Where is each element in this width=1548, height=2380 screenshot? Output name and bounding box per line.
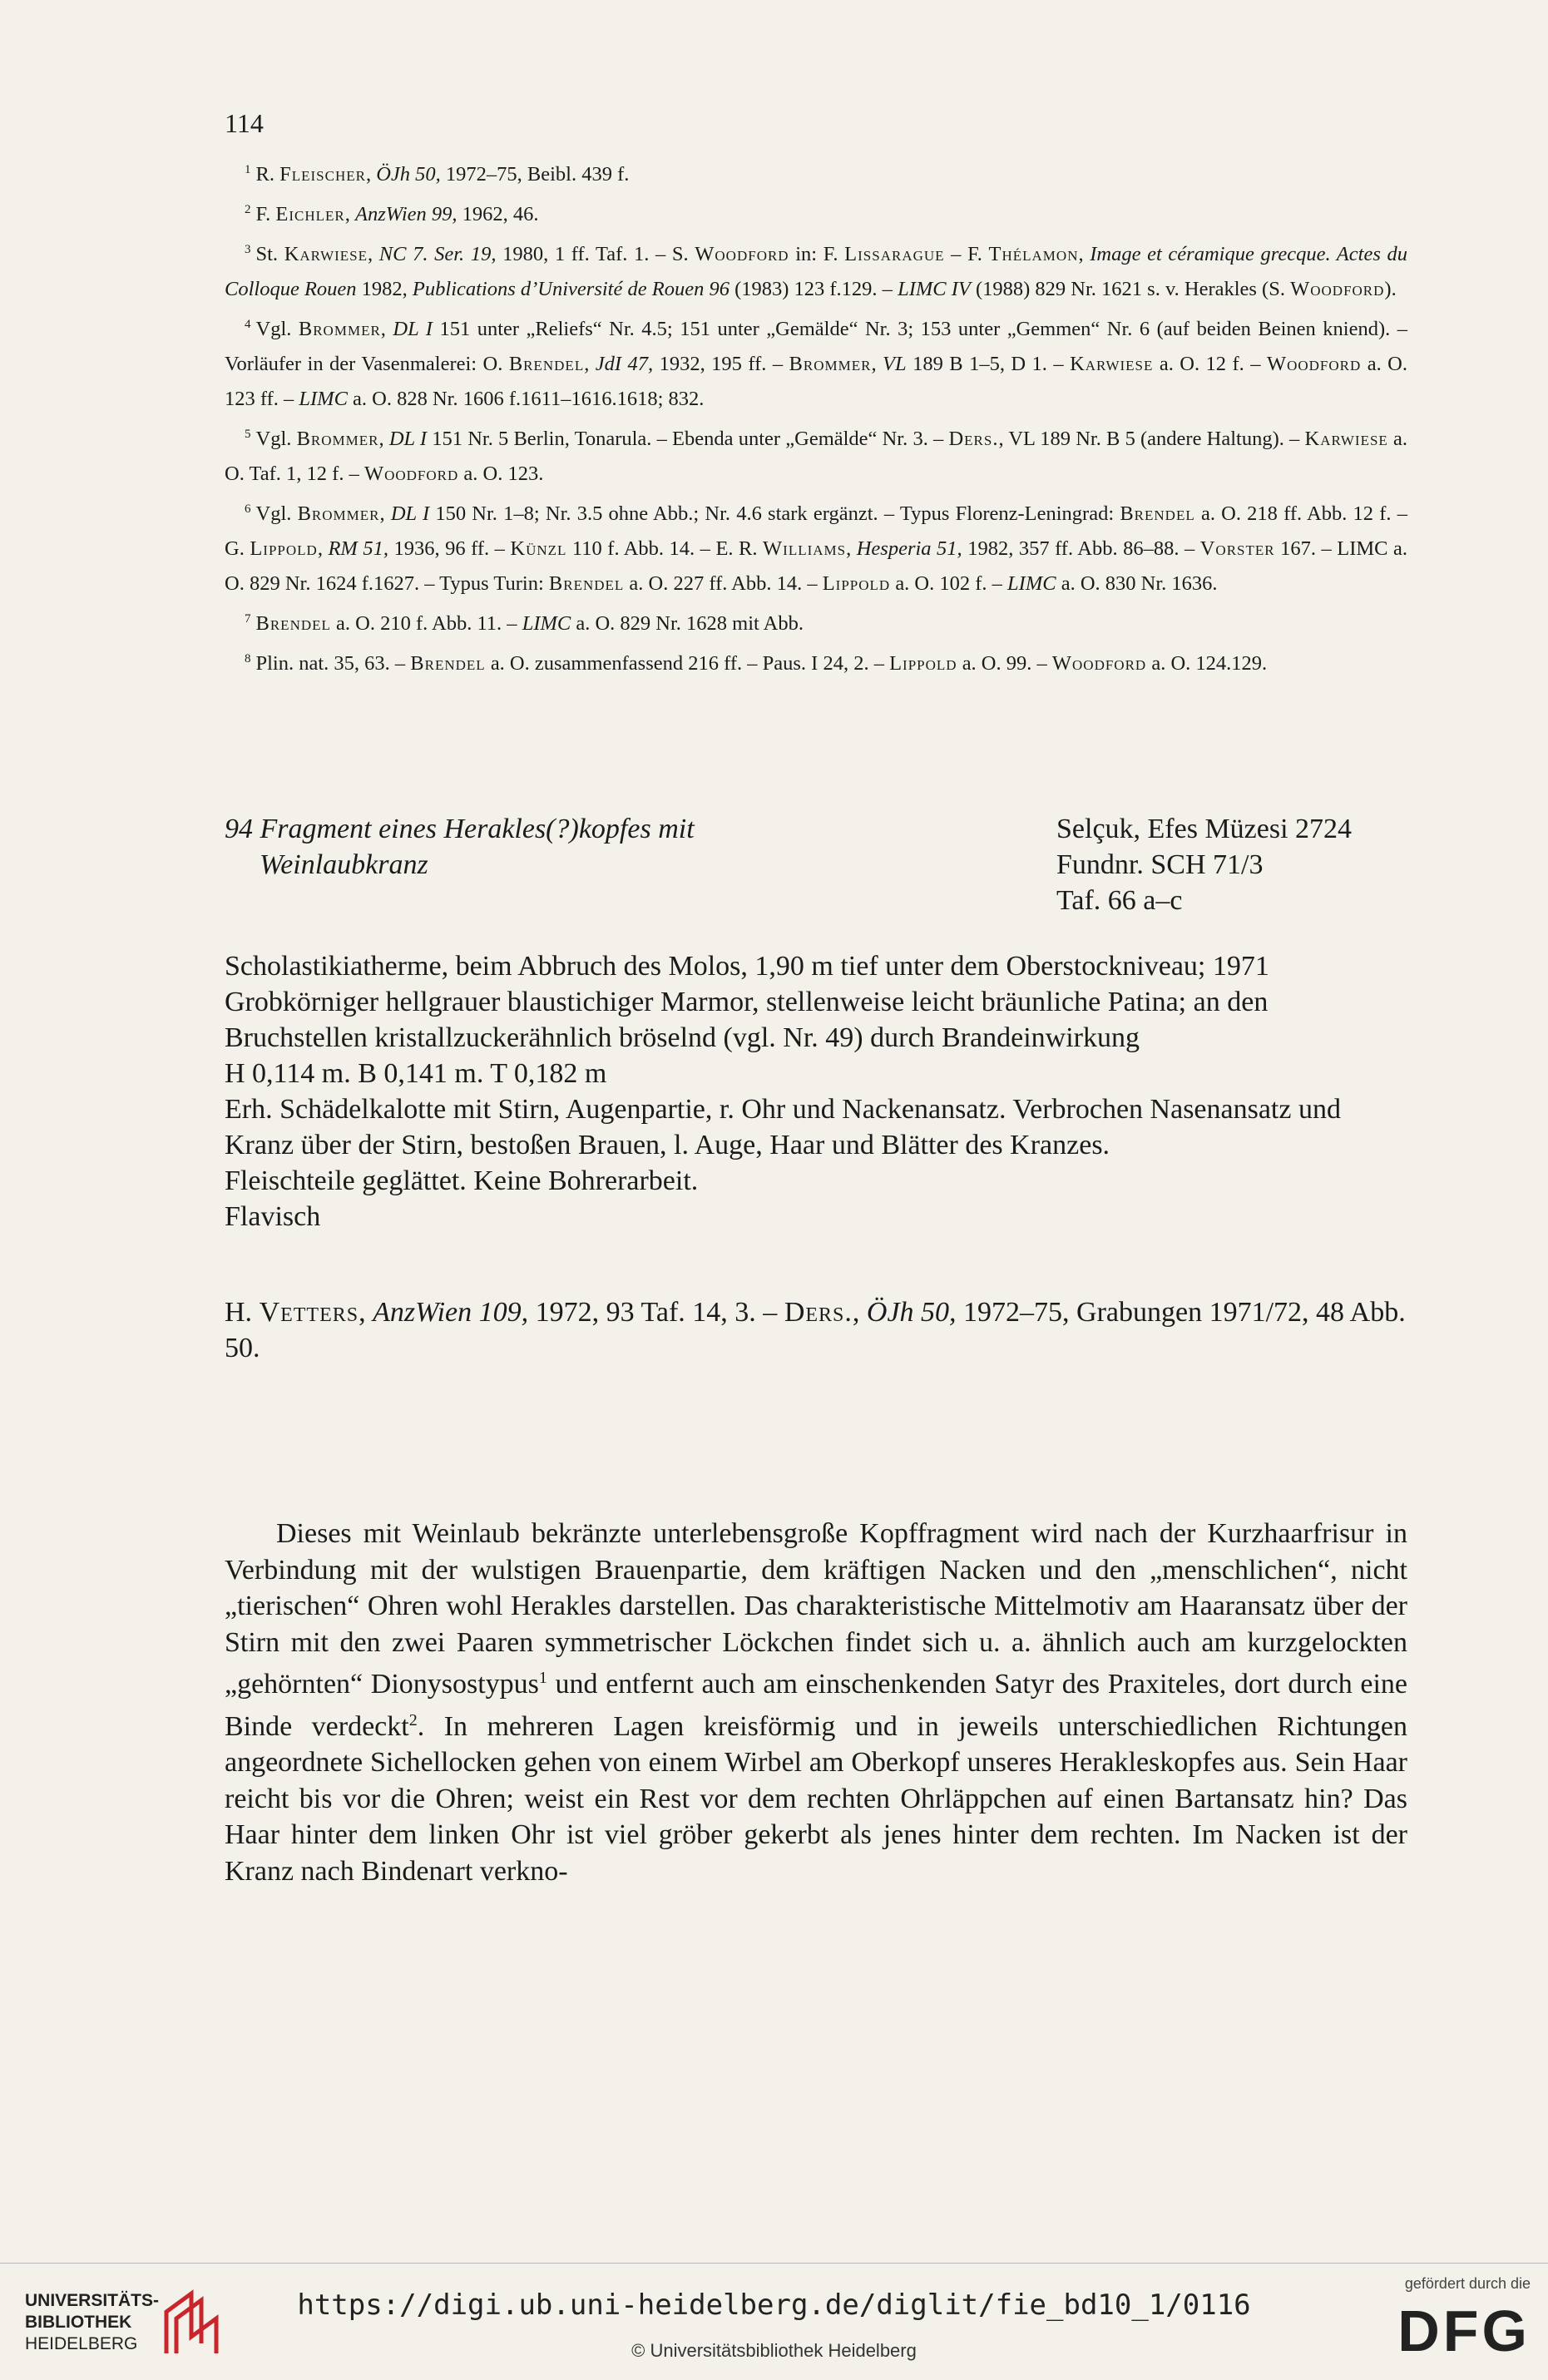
library-name-line: HEIDELBERG [25, 2334, 138, 2353]
technique: Fleischteile geglättet. Keine Bohrerarbeit. [225, 1165, 699, 1196]
dating: Flavisch [225, 1201, 321, 1232]
footnote-number: 8 [245, 652, 251, 666]
footnotes [225, 152, 1407, 681]
footnote-number: 4 [245, 318, 251, 331]
footnote-number: 7 [245, 612, 251, 626]
footer-bar [0, 2263, 1548, 2380]
footnote-number: 3 [245, 243, 251, 256]
footnote-number: 5 [245, 428, 251, 441]
page-number: 114 [225, 108, 264, 138]
footnote-text: R. Fleischer, ÖJh 50, 1972–75, Beibl. 439 f. [255, 163, 630, 186]
dfg-logo[interactable] [1348, 2275, 1531, 2371]
footnote-number: 2 [245, 203, 251, 216]
catalog-entry-header [225, 811, 1407, 919]
footnote [225, 152, 1407, 192]
footnote-text: Vgl. Brommer, DL I 151 unter „Reliefs“ Nr. 4.5; 151 unter „Gemälde“ Nr. 3; 153 unter „Gemmen“ Nr. 6 (auf beiden Beinen kniend). – Vorläufer in der Vasenmalerei: O. Brendel, JdI 47, 1932, 195 ff. – Brommer, VL 189 B 1–5, D 1. – Karwiese a. O. 12 f. – Woodford a. O. 123 ff. – LIMC a. O. 828 Nr. 1606 f.1611–1616.1618; 832. [225, 318, 1407, 410]
catalog-entry-body [225, 948, 1407, 1366]
discussion-paragraph: Dieses mit Weinlaub bekränzte unterlebensgroße Kopffragment wird nach der Kurzhaarfrisur in Verbindung mit der wulstigen Brauenpartie, dem kräftigen Nacken und den „menschlichen“, nicht „tierischen“ Ohren wohl Herakles darstellen. Das charakteristische Mittelmotiv am Haaransatz über der Stirn mit den zwei Paaren symmetrischer Löckchen findet sich u. a. ähnlich auch am kurzgelockten „gehörnten“ Dionysostypus$^1$ und entfernt auch am einschenkenden Satyr des Praxiteles, dort durch eine Binde verdeckt$^2$. In mehreren Lagen kreisförmig und in jeweils unterschiedlichen Richtungen angeordnete Sichellocken gehen von einem Wirbel am Oberkopf unseres Herakleskopfes aus. Sein Haar reicht bis vor die Ohren; weist ein Rest vor dem rechten Ohrläppchen auf einen Bartansatz hin? Das Haar hinter dem linken Ohr ist viel gröber gekerbt als jenes hinter dem rechten. Im Nacken ist der Kranz nach Bindenart verkno- [225, 1518, 1407, 1887]
preservation: Erh. Schädelkalotte mit Stirn, Augenpartie, r. Ohr und Nackenansatz. Verbrochen Nasenansatz und Kranz über der Stirn, bestoßen Brauen, l. Auge, Haar und Blätter des Kranzes. [225, 1094, 1341, 1160]
footnote [225, 641, 1407, 681]
library-name-line: UNIVERSITÄTS- [25, 2291, 160, 2310]
entry-title-line: Weinlaubkranz [260, 849, 428, 880]
plate-reference: Taf. 66 a–c [1056, 885, 1183, 916]
footnote-text: Vgl. Brommer, DL I 151 Nr. 5 Berlin, Tonarula. – Ebenda unter „Gemälde“ Nr. 3. – Ders., VL 189 Nr. B 5 (andere Haltung). – Karwiese a. O. Taf. 1, 12 f. – Woodford a. O. 123. [225, 428, 1408, 485]
library-emblem-icon [158, 2287, 233, 2362]
entry-title [225, 811, 823, 883]
footnote-number: 6 [245, 502, 251, 516]
page-url-link[interactable]: https://digi.ub.uni-heidelberg.de/diglit/fie_bd10_1/0116 [297, 2288, 1251, 2322]
findspot: Scholastikiatherme, beim Abbruch des Molos, 1,90 m tief unter dem Oberstockniveau; 1971 [225, 951, 1269, 982]
footnote [225, 417, 1407, 492]
museum-location: Selçuk, Efes Müzesi 2724 [1056, 814, 1353, 844]
bibliography: H. Vetters, AnzWien 109, 1972, 93 Taf. 14, 3. – Ders., ÖJh 50, 1972–75, Grabungen 1971/72, 48 Abb. 50. [225, 1297, 1406, 1363]
footnote-text: St. Karwiese, NC 7. Ser. 19, 1980, 1 ff. Taf. 1. – S. Woodford in: F. Lissarague – F. Thélamon, Image et céramique grecque. Actes du Colloque Rouen 1982, Publications d’Université de Rouen 96 (1983) 123 f.129. – LIMC IV (1988) 829 Nr. 1621 s. v. Herakles (S. Woodford). [225, 243, 1407, 300]
material: Grobkörniger hellgrauer blaustichiger Marmor, stellenweise leicht bräunliche Patina; an den Bruchstellen kristallzuckerähnlich bröselnd (vgl. Nr. 49) durch Brandeinwirkung [225, 987, 1269, 1053]
footnote-text: Vgl. Brommer, DL I 150 Nr. 1–8; Nr. 3.5 ohne Abb.; Nr. 4.6 stark ergänzt. – Typus Florenz-Leningrad: Brendel a. O. 218 ff. Abb. 12 f. – G. Lippold, RM 51, 1936, 96 ff. – Künzl 110 f. Abb. 14. – E. R. Williams, Hesperia 51, 1982, 357 ff. Abb. 86–88. – Vorster 167. – LIMC a. O. 829 Nr. 1624 f.1627. – Typus Turin: Brendel a. O. 227 ff. Abb. 14. – Lippold a. O. 102 f. – LIMC a. O. 830 Nr. 1636. [225, 502, 1408, 595]
footnote [225, 307, 1407, 417]
copyright-notice: © Universitätsbibliothek Heidelberg [631, 2340, 917, 2361]
footnote [225, 192, 1407, 232]
footnote-text: Plin. nat. 35, 63. – Brendel a. O. zusammenfassend 216 ff. – Paus. I 24, 2. – Lippold a. O. 99. – Woodford a. O. 124.129. [255, 652, 1268, 675]
entry-meta [1056, 811, 1407, 918]
find-number: Fundnr. SCH 71/3 [1056, 849, 1264, 880]
entry-title-line: 94 Fragment eines Herakles(?)kopfes mit [225, 814, 695, 844]
library-name-line: BIBLIOTHEK [25, 2313, 132, 2332]
dfg-wordmark: DFG [1397, 2298, 1531, 2363]
footnote-text: F. Eichler, AnzWien 99, 1962, 46. [255, 203, 539, 225]
discussion-text [225, 1516, 1407, 1889]
footnote-number: 1 [245, 163, 251, 176]
footnote-text: Brendel a. O. 210 f. Abb. 11. – LIMC a. O. 829 Nr. 1628 mit Abb. [255, 612, 804, 635]
dimensions: H 0,114 m. B 0,141 m. T 0,182 m [225, 1058, 607, 1089]
footnote [225, 601, 1407, 641]
footnote [225, 232, 1407, 307]
footnote [225, 492, 1407, 601]
dfg-caption: gefördert durch die [1404, 2275, 1531, 2292]
